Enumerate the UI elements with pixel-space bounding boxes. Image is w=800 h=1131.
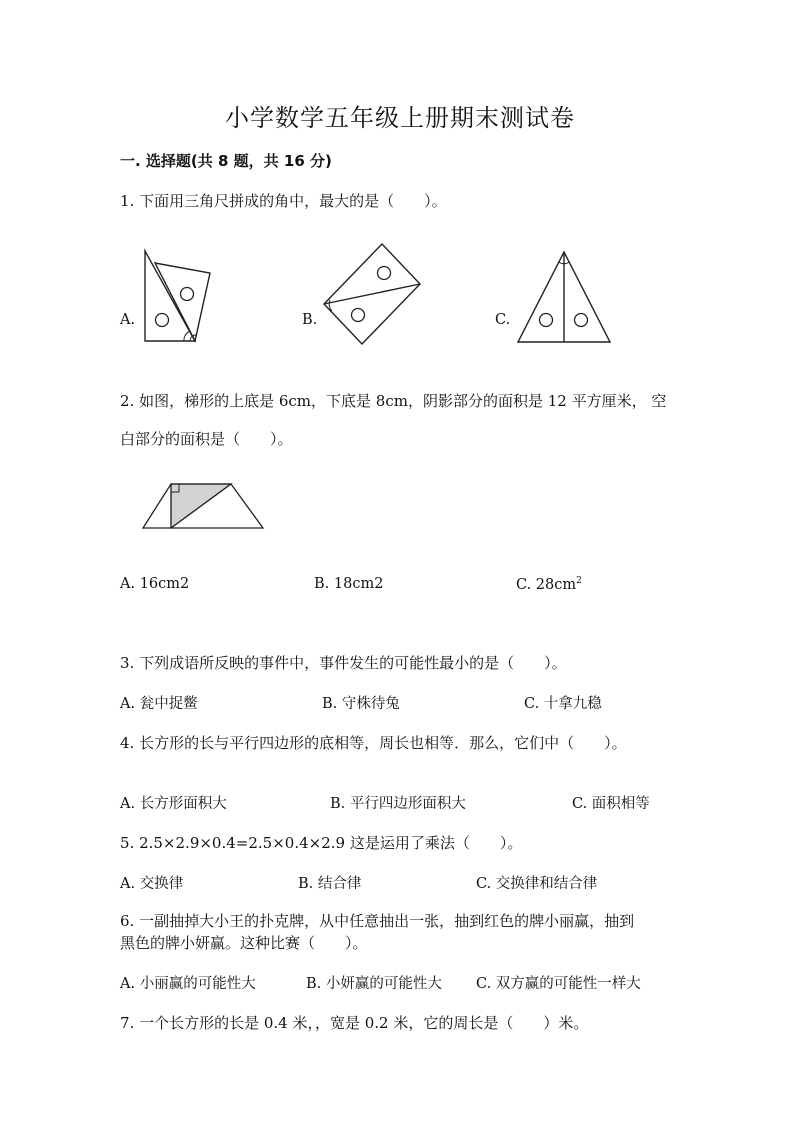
- page-title: 小学数学五年级上册期末测试卷: [225, 104, 575, 132]
- q4-option-a: A. 长方形面积大: [120, 796, 227, 812]
- q6-option-b: B. 小妍赢的可能性大: [306, 976, 442, 992]
- q2-option-a: A. 16cm2: [120, 576, 190, 592]
- question-2-line-1: 2. 如图，梯形的上底是 6cm，下底是 8cm，阴影部分的面积是 12 平方厘米， 空: [120, 392, 667, 410]
- q1-option-a-label: A.: [120, 312, 136, 328]
- q1-option-c-label: C.: [495, 312, 511, 328]
- q1-figure-c: [515, 248, 615, 344]
- q5-option-a: A. 交换律: [120, 876, 184, 892]
- question-3-text: 3. 下列成语所反映的事件中，事件发生的可能性最小的是（ ）。: [120, 654, 567, 672]
- q4-option-c: C. 面积相等: [572, 796, 650, 812]
- question-6-line-1: 6. 一副抽掉大小王的扑克牌，从中任意抽出一张，抽到红色的牌小丽赢，抽到: [120, 912, 635, 930]
- q6-option-c: C. 双方赢的可能性一样大: [476, 976, 641, 992]
- q2-option-b: B. 18cm2: [314, 576, 384, 592]
- q1-figure-a: [138, 245, 218, 345]
- question-4-text: 4. 长方形的长与平行四边形的底相等，周长也相等．那么，它们中（ ）。: [120, 734, 627, 752]
- q3-option-c: C. 十拿九稳: [524, 696, 602, 712]
- q5-option-c: C. 交换律和结合律: [476, 876, 598, 892]
- q1-figure-b: [318, 240, 428, 340]
- question-6-line-2: 黑色的牌小妍赢。这种比赛（ ）。: [120, 934, 368, 952]
- q3-option-a: A. 瓮中捉鳖: [120, 696, 198, 712]
- q4-option-b: B. 平行四边形面积大: [330, 796, 466, 812]
- question-2-line-2: 白部分的面积是（ ）。: [120, 430, 293, 448]
- q1-option-b-label: B.: [302, 312, 318, 328]
- q2-trapezoid-figure: [140, 480, 270, 532]
- q3-option-b: B. 守株待兔: [322, 696, 400, 712]
- question-5-text: 5. 2.5×2.9×0.4=2.5×0.4×2.9 这是运用了乘法（ ）。: [120, 834, 523, 852]
- question-1-text: 1. 下面用三角尺拼成的角中，最大的是（ ）。: [120, 192, 447, 210]
- q2-option-c: C. $28cm^2$: [516, 576, 582, 593]
- q6-option-a: A. 小丽赢的可能性大: [120, 976, 256, 992]
- q2-option-c-superscript: 2: [576, 576, 582, 586]
- question-7-text: 7. 一个长方形的长是 0.4 米，，宽是 0.2 米，它的周长是（ ）米。: [120, 1014, 589, 1032]
- section-heading: 一. 选择题(共 8 题，共 16 分): [120, 152, 332, 170]
- q5-option-b: B. 结合律: [298, 876, 362, 892]
